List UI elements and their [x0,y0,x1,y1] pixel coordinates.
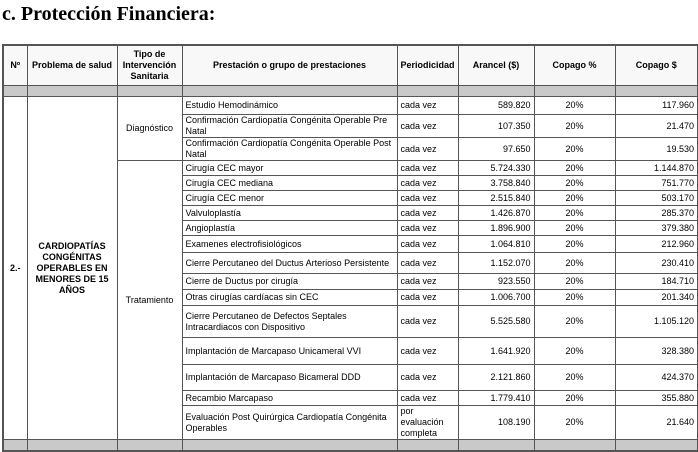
service-name: Evaluación Post Quirúrgica Cardiopatía Congénita Operables [182,406,397,440]
header-fee: Arancel ($) [458,45,534,86]
fee: 108.190 [458,406,534,440]
copay-pct: 20% [534,176,615,191]
header-periodicity: Periodicidad [397,45,458,86]
fee: 1.641.920 [458,338,534,365]
fee: 1.006.700 [458,290,534,306]
copay-pct: 20% [534,365,615,391]
intervention-type-tratamiento: Tratamiento [117,161,182,440]
periodicity: cada vez [397,221,458,236]
copay-amt: 751.770 [615,176,698,191]
copay-amt: 379.380 [615,221,698,236]
copay-pct: 20% [534,138,615,161]
copay-pct: 20% [534,115,615,138]
copay-amt: 355.880 [615,391,698,406]
service-name: Angioplastía [182,221,397,236]
header-service: Prestación o grupo de prestaciones [182,45,397,86]
periodicity: cada vez [397,365,458,391]
periodicity: cada vez [397,236,458,253]
copay-pct: 20% [534,191,615,206]
copay-pct: 20% [534,236,615,253]
problem-number: 2.- [3,97,27,440]
copay-amt: 212.960 [615,236,698,253]
header-row [3,45,698,86]
copay-pct: 20% [534,161,615,176]
service-name: Cierre Percutaneo de Defectos Septales Intracardiacos con Dispositivo [182,306,397,338]
periodicity: cada vez [397,176,458,191]
periodicity: cada vez [397,253,458,274]
copay-amt: 424.370 [615,365,698,391]
service-name: Estudio Hemodinámico [182,97,397,115]
copay-pct: 20% [534,206,615,221]
service-name: Confirmación Cardiopatía Congénita Operable Pre Natal [182,115,397,138]
copay-amt: 285.370 [615,206,698,221]
copay-amt: 1.105.120 [615,306,698,338]
fee: 5.525.580 [458,306,534,338]
copay-pct: 20% [534,253,615,274]
service-name: Cirugía CEC mediana [182,176,397,191]
periodicity: cada vez [397,290,458,306]
header-copay-amt: Copago $ [615,45,698,86]
service-name: Examenes electrofisiológicos [182,236,397,253]
copay-amt: 328.380 [615,338,698,365]
periodicity: cada vez [397,338,458,365]
copay-amt: 230.410 [615,253,698,274]
financial-protection-table [2,44,698,452]
fee: 3.758.840 [458,176,534,191]
fee: 107.350 [458,115,534,138]
copay-pct: 20% [534,290,615,306]
fee: 1.152.070 [458,253,534,274]
intervention-type-diagnostico: Diagnóstico [117,97,182,161]
periodicity: cada vez [397,97,458,115]
copay-pct: 20% [534,221,615,236]
fee: 589.820 [458,97,534,115]
copay-pct: 20% [534,338,615,365]
header-intervention: Tipo de Intervención Sanitaria [117,45,182,86]
service-name: Recambio Marcapaso [182,391,397,406]
periodicity: cada vez [397,191,458,206]
fee: 1.779.410 [458,391,534,406]
fee: 5.724.330 [458,161,534,176]
copay-pct: 20% [534,391,615,406]
copay-pct: 20% [534,97,615,115]
periodicity: cada vez [397,274,458,290]
periodicity: cada vez [397,161,458,176]
copay-amt: 184.710 [615,274,698,290]
fee: 2.121.860 [458,365,534,391]
copay-amt: 19.530 [615,138,698,161]
periodicity: cada vez [397,306,458,338]
periodicity: cada vez [397,206,458,221]
copay-amt: 1.144.870 [615,161,698,176]
service-name: Confirmación Cardiopatía Congénita Operable Post Natal [182,138,397,161]
fee: 1.064.810 [458,236,534,253]
fee: 923.550 [458,274,534,290]
header-num: Nº [3,45,27,86]
copay-pct: 20% [534,274,615,290]
periodicity: cada vez [397,115,458,138]
periodicity: cada vez [397,391,458,406]
header-problem: Problema de salud [27,45,117,86]
copay-pct: 20% [534,306,615,338]
service-name: Cirugía CEC mayor [182,161,397,176]
service-name: Implantación de Marcapaso Unicameral VVI [182,338,397,365]
service-name: Valvuloplastía [182,206,397,221]
header-copay-pct: Copago % [534,45,615,86]
fee: 2.515.840 [458,191,534,206]
periodicity: cada vez [397,138,458,161]
copay-amt: 21.640 [615,406,698,440]
periodicity: por evaluación completa [397,406,458,440]
table-row [3,97,698,115]
service-name: Cierre Percutaneo del Ductus Arterioso Persistente [182,253,397,274]
copay-pct: 20% [534,406,615,440]
separator-row [3,86,698,97]
section-title: c. Protección Financiera: [2,3,216,25]
service-name: Implantación de Marcapaso Bicameral DDD [182,365,397,391]
fee: 97.650 [458,138,534,161]
copay-amt: 117.960 [615,97,698,115]
health-problem: CARDIOPATÍAS CONGÉNITAS OPERABLES EN MENORES DE 15 AÑOS [27,97,117,440]
fee: 1.896.900 [458,221,534,236]
copay-amt: 201.340 [615,290,698,306]
copay-amt: 503.170 [615,191,698,206]
separator-row [3,440,698,452]
fee: 1.426.870 [458,206,534,221]
service-name: Cierre de Ductus por cirugía [182,274,397,290]
service-name: Cirugía CEC menor [182,191,397,206]
service-name: Otras cirugías cardíacas sin CEC [182,290,397,306]
copay-amt: 21.470 [615,115,698,138]
